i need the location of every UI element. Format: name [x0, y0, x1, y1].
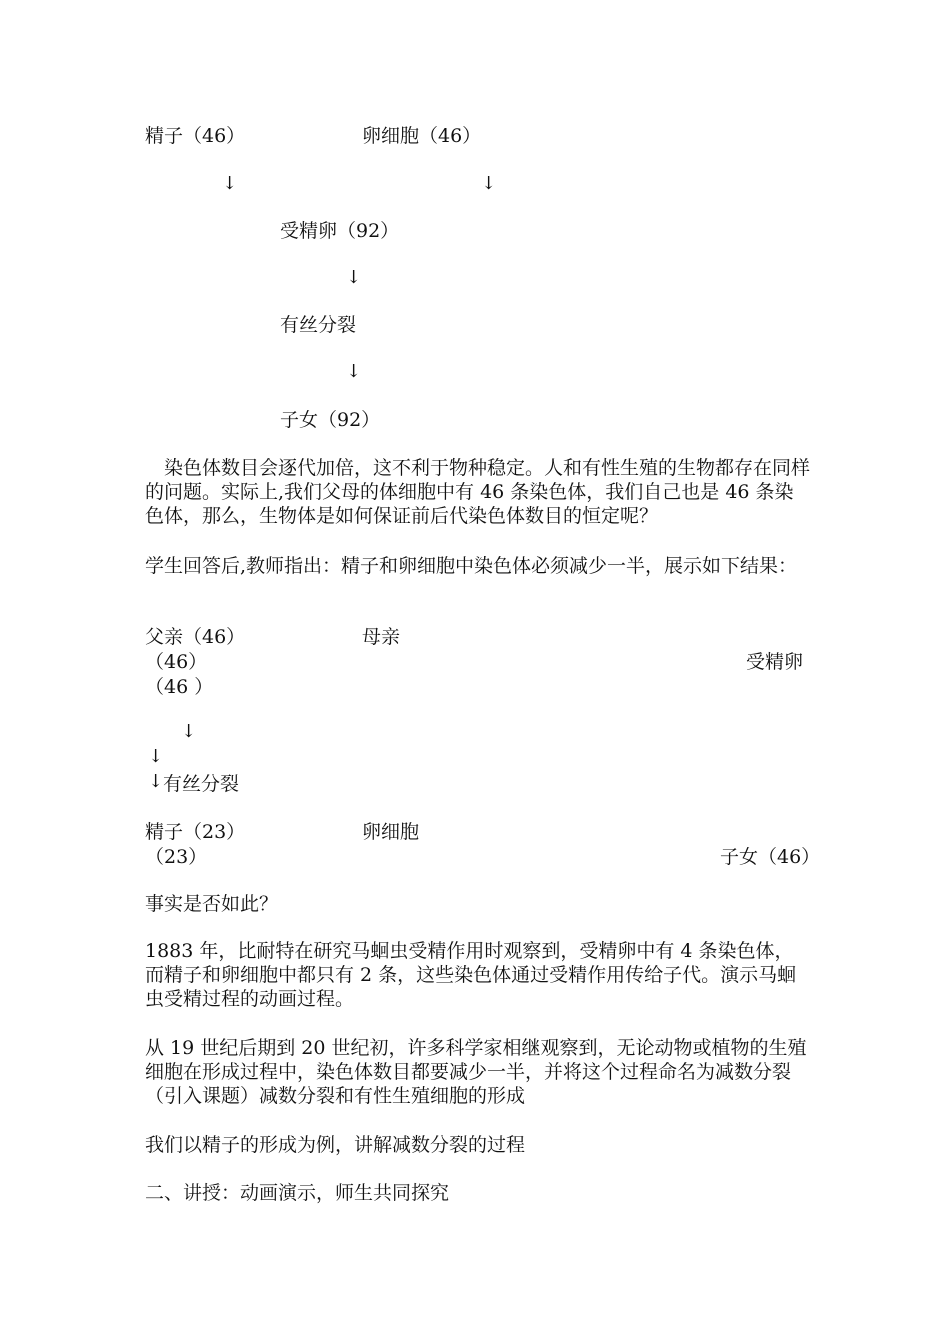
mother-label: 母亲	[362, 626, 401, 648]
down-arrow-icon: ↓	[148, 771, 164, 792]
egg-label: 卵细胞（46）	[362, 125, 482, 147]
down-arrow-icon: ↓	[181, 721, 197, 742]
egg-label: 卵细胞	[362, 821, 420, 843]
down-arrow-icon: ↓	[148, 746, 164, 767]
father-label: 父亲（46）	[145, 626, 246, 648]
paragraph: 1883 年，比耐特在研究马蛔虫受精作用时观察到，受精卵中有 4 条染色体，而精子和卵细胞中都只有 2 条，这些染色体通过受精作用传给子代。演示马蛔虫受精过程的动画过程。	[145, 940, 797, 1010]
paragraph: 我们以精子的形成为例，讲解减数分裂的过程	[145, 1134, 526, 1156]
paragraph: 染色体数目会逐代加倍，这不利于物种稳定。人和有性生殖的生物都存在同样的问题。实际上,我们父母的体细胞中有 46 条染色体，我们自己也是 46 条染色体，那么，生物体是如何保证前后代染色体数目的恒定呢？	[145, 457, 811, 527]
down-arrow-icon: ↓	[346, 267, 362, 288]
down-arrow-icon: ↓	[481, 173, 497, 194]
mitosis-label: 有丝分裂	[163, 773, 240, 795]
sperm-label: 精子（46）	[145, 125, 246, 147]
zygote-label: 受精卵	[746, 651, 804, 673]
down-arrow-icon: ↓	[222, 173, 238, 194]
section-heading: 二、讲授：动画演示，师生共同探究	[145, 1182, 450, 1204]
down-arrow-icon: ↓	[346, 361, 362, 382]
paragraph: 事实是否如此？	[145, 893, 279, 915]
paragraph: 从 19 世纪后期到 20 世纪初，许多科学家相继观察到，无论动物或植物的生殖细胞在形成过程中，染色体数目都要减少一半，并将这个过程命名为减数分裂（引入课题）减数分裂和有性生殖细胞的形成	[145, 1037, 807, 1107]
zygote-count: （46 ）	[145, 676, 214, 698]
sperm-label: 精子（23）	[145, 821, 246, 843]
mitosis-label: 有丝分裂	[280, 314, 357, 336]
offspring-label: 子女（92）	[280, 409, 381, 431]
mother-count: （46）	[145, 651, 208, 673]
offspring-label: 子女（46）	[720, 846, 821, 868]
paragraph: 学生回答后,教师指出：精子和卵细胞中染色体必须减少一半，展示如下结果：	[145, 555, 798, 577]
zygote-label: 受精卵（92）	[280, 220, 400, 242]
egg-count: （23）	[145, 846, 208, 868]
